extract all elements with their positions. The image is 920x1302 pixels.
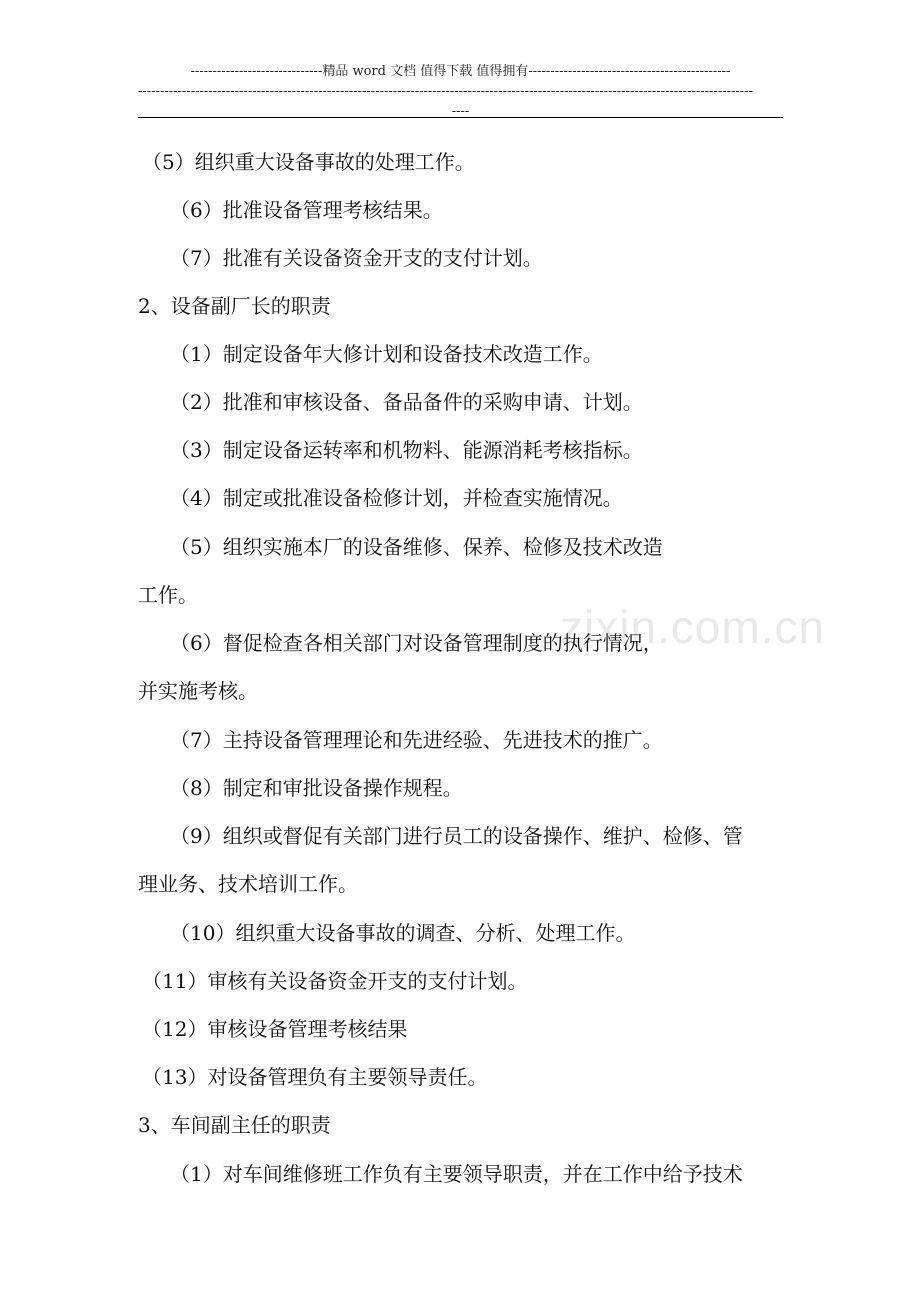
duty-item-continuation: 并实施考核。 — [138, 679, 258, 703]
watermark: zixin.com.cn — [560, 601, 826, 653]
duty-item: （1）对车间维修班工作负有主要领导职责，并在工作中给予技术 — [170, 1162, 743, 1186]
page-header — [138, 62, 783, 122]
duty-item: （3）制定设备运转率和机物料、能源消耗考核指标。 — [170, 438, 643, 462]
duty-item: （11）审核有关设备资金开支的支付计划。 — [142, 969, 528, 993]
duty-item-continuation: 理业务、技术培训工作。 — [138, 872, 358, 896]
section-heading: 2、设备副厂长的职责 — [138, 294, 331, 318]
duty-item: （6）督促检查各相关部门对设备管理制度的执行情况， — [170, 631, 663, 655]
duty-item: （4）制定或批准设备检修计划，并检查实施情况。 — [170, 486, 623, 510]
duty-item: （12）审核设备管理考核结果 — [142, 1017, 408, 1041]
header-banner: ------------------------------精品 word 文档 值得下载 值得拥有---------------------------------------------- — [190, 64, 731, 79]
duty-item: （6）批准设备管理考核结果。 — [170, 198, 443, 222]
duty-item: （13）对设备管理负有主要领导责任。 — [142, 1065, 488, 1089]
duty-item: （10）组织重大设备事故的调查、分析、处理工作。 — [170, 921, 636, 945]
duty-item: （7）批准有关设备资金开支的支付计划。 — [170, 246, 543, 270]
duty-item: （7）主持设备管理理论和先进经验、先进技术的推广。 — [170, 728, 663, 752]
section-heading: 3、车间副主任的职责 — [138, 1113, 331, 1137]
duty-item: （1）制定设备年大修计划和设备技术改造工作。 — [170, 342, 603, 366]
duty-item: （5）组织实施本厂的设备维修、保养、检修及技术改造 — [170, 535, 663, 559]
duty-item-continuation: 工作。 — [138, 583, 198, 607]
header-dashes: -------------------------------------------------------------------------------------------------------------------------------------------- — [138, 84, 753, 99]
duty-item: （9）组织或督促有关部门进行员工的设备操作、维护、检修、管 — [170, 824, 743, 848]
duty-item: （8）制定和审批设备操作规程。 — [170, 776, 463, 800]
header-rule — [138, 117, 783, 118]
duty-item: （5）组织重大设备事故的处理工作。 — [142, 150, 475, 174]
duty-item: （2）批准和审核设备、备品备件的采购申请、计划。 — [170, 390, 643, 414]
header-dashes-tail: ---- — [451, 104, 470, 119]
